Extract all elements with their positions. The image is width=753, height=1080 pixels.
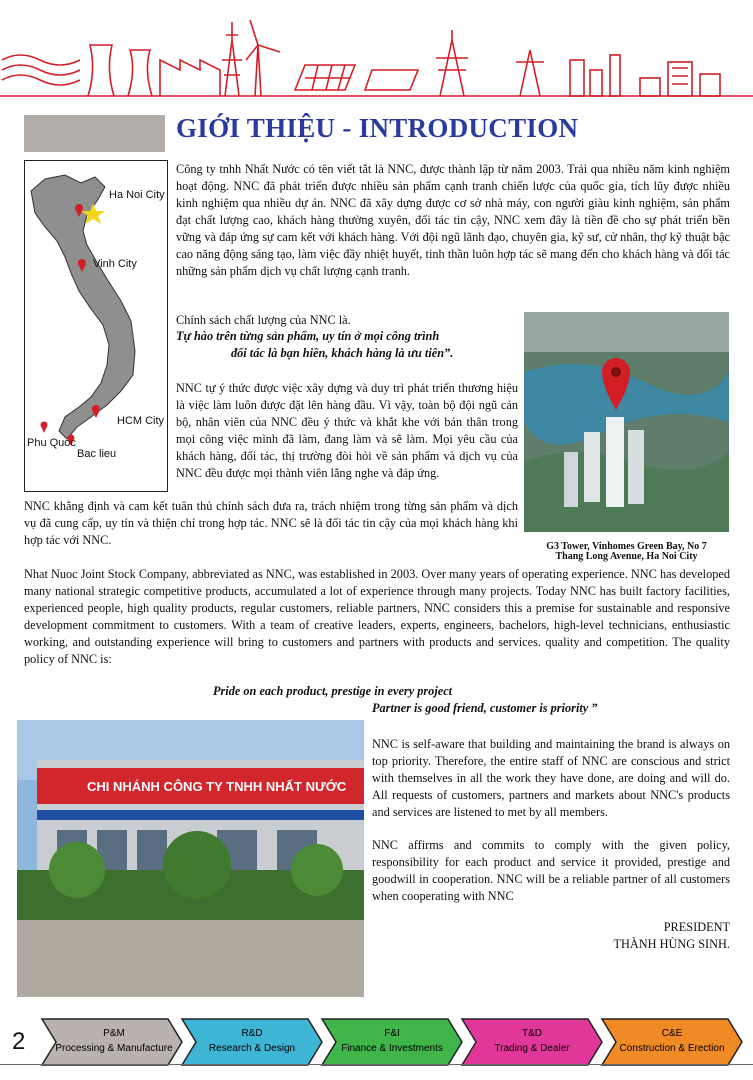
- vi-policy-statement: [176, 328, 518, 362]
- banner-td: [462, 1019, 602, 1065]
- branch-building-photo: [17, 720, 364, 997]
- banner-ce-code: C&E: [661, 1028, 683, 1039]
- banner-fi-code: F&I: [384, 1028, 400, 1039]
- signature-name: THÀNH HÙNG SINH.: [613, 937, 730, 951]
- banner-fi-label: Finance & Investments: [341, 1043, 443, 1054]
- vi-brand-paragraph: NNC tự ý thức được việc xây dựng và duy trì phát triển thương hiệu là việc làm luôn được đặt lên hàng đầu. Vì vậy, toàn bộ đội ngũ cán bộ, nhân viên của NNC đều ý thức và khắt khe với bản thân trong mọi công việc mình đã làm, đang làm và sẽ làm. Mọi yêu cầu của khách hàng, đối tác, thị trường đòi hỏi về sản phẩm và dịch vụ của NNC đều được mọi thành viên lắng nghe và đáp ứng.: [176, 381, 518, 480]
- map-label-baclieu: Bac lieu: [77, 448, 117, 460]
- map-label-vinh: Vinh City: [93, 258, 137, 270]
- map-label-hcm: HCM City: [117, 415, 165, 427]
- map-label-hanoi: Ha Noi City: [109, 189, 165, 201]
- signature-role: PRESIDENT: [663, 920, 730, 934]
- caption-line-1: G3 Tower, Vinhomes Green Bay, No 7: [546, 541, 707, 552]
- banner-td-label: Trading & Dealer: [494, 1043, 570, 1054]
- header-skyline-illustration: [0, 0, 753, 100]
- en-policy-line-2: Partner is good friend, customer is priority ”: [372, 701, 598, 715]
- page-number: 2: [12, 1028, 26, 1055]
- map-label-phuquoc: Phu Quoc: [27, 437, 76, 449]
- page-title: GIỚI THIỆU - INTRODUCTION: [176, 113, 579, 143]
- vi-policy-intro: Chính sách chất lượng của NNC là.: [176, 313, 351, 327]
- banner-rd-label: Research & Design: [208, 1043, 296, 1054]
- banner-pm-label: Processing & Manufacture: [55, 1043, 173, 1054]
- vi-intro-paragraph: Công ty tnhh Nhất Nước có tên viết tắt là NNC, được thành lập từ năm 2003. Trải qua nhiều năm kinh nghiệm hoạt động. NNC đã phát triển được nhiều sản phẩm cạnh tranh chiến lược của quốc gia, tích lũy được nhiều kinh nghiệm qua nhiều dự án. NNC đã xây dựng được cơ sở nhà máy, con người giàu kinh nghiệm, sản phẩm đạt chất lượng cao, khách hàng thường xuyên, đối tác tin cậy, NNC xem đây là tiền đề cho sự phát triển bền vững và đáp ứng sự cam kết với khách hàng. Với đội ngũ lãnh đạo, chuyên gia, kỹ sư, cử nhân, thợ kỹ thuật bậc cao năng động sáng tạo, làm việc đầy nhiệt huyết, tinh thần luôn hợp tác sẽ mang đến cho khách hàng và đối tác những sản phẩm dịch vụ chất lượng cạnh tranh.: [176, 162, 730, 278]
- vietnam-map: [24, 160, 168, 492]
- en-intro-paragraph: Nhat Nuoc Joint Stock Company, abbreviated as NNC, was established in 2003. Over many years of operating experience. NNC has developed many national strategic competitive products, accumulated a lot of experience through many projects. Today NNC has built factory facilities, experienced people, high quality products, regular customers, reliable partners, NNC considers this a premise for sustainable and responsive development commitment to customers. With a team of creative leaders, experts, engineers, bachelors, high-level technicians, enthusiastic working, and outstanding experience will bring to customers and partners with products and services. quality and competition. The quality policy of NNC is:: [24, 567, 730, 666]
- en-commit-paragraph: NNC affirms and commits to comply with the given policy, responsibility for each product and service it provided, prestige and goodwill in cooperation. NNC will be a reliable partner of all customers when cooperating with NNC: [372, 838, 730, 903]
- signature-block: [560, 919, 730, 953]
- vi-commit-paragraph: NNC khẳng định và cam kết tuân thủ chính sách đưa ra, trách nhiệm trong từng sản phẩm và dịch vụ đã cung cấp, uy tín và thiện chí trong hợp tác. NNC sẽ là đối tác tin cậy của mọi khách hàng khi hợp tác với NNC.: [24, 499, 518, 547]
- en-policy-line-1: Pride on each product, prestige in every project: [213, 684, 453, 698]
- en-brand-paragraph: NNC is self-aware that building and maintaining the brand is always on top priority. Therefore, the entire staff of NNC are conscious and strict with themselves in all the work they have done, are doing and will do. All requests of customers, partners and markets about NNC's products and services are listened to met by all members.: [372, 737, 730, 819]
- banner-fi: [322, 1019, 462, 1065]
- banner-ce: [602, 1019, 742, 1065]
- photo-caption: [524, 542, 729, 562]
- banner-rd: [182, 1019, 322, 1065]
- footer-divider: [0, 1064, 753, 1065]
- title-accent-box: [24, 115, 165, 152]
- caption-line-2: Thang Long Avenue, Ha Noi City: [555, 551, 698, 562]
- footer-section-banners: [38, 1017, 753, 1067]
- banner-td-code: T&D: [522, 1028, 542, 1039]
- banner-ce-label: Construction & Erection: [619, 1043, 725, 1054]
- banner-pm-code: P&M: [103, 1028, 125, 1039]
- banner-rd-code: R&D: [241, 1028, 263, 1039]
- banner-pm: [42, 1019, 182, 1065]
- branch-sign-text: CHI NHÁNH CÔNG TY TNHH NHẤT NƯỚC: [87, 779, 347, 794]
- g3-tower-aerial-photo: [524, 312, 729, 532]
- vi-policy-line-1: Tự hào trên từng sản phẩm, uy tín ở mọi công trình: [176, 329, 440, 343]
- vi-policy-line-2: đối tác là bạn hiền, khách hàng là ưu tiên”.: [231, 346, 454, 360]
